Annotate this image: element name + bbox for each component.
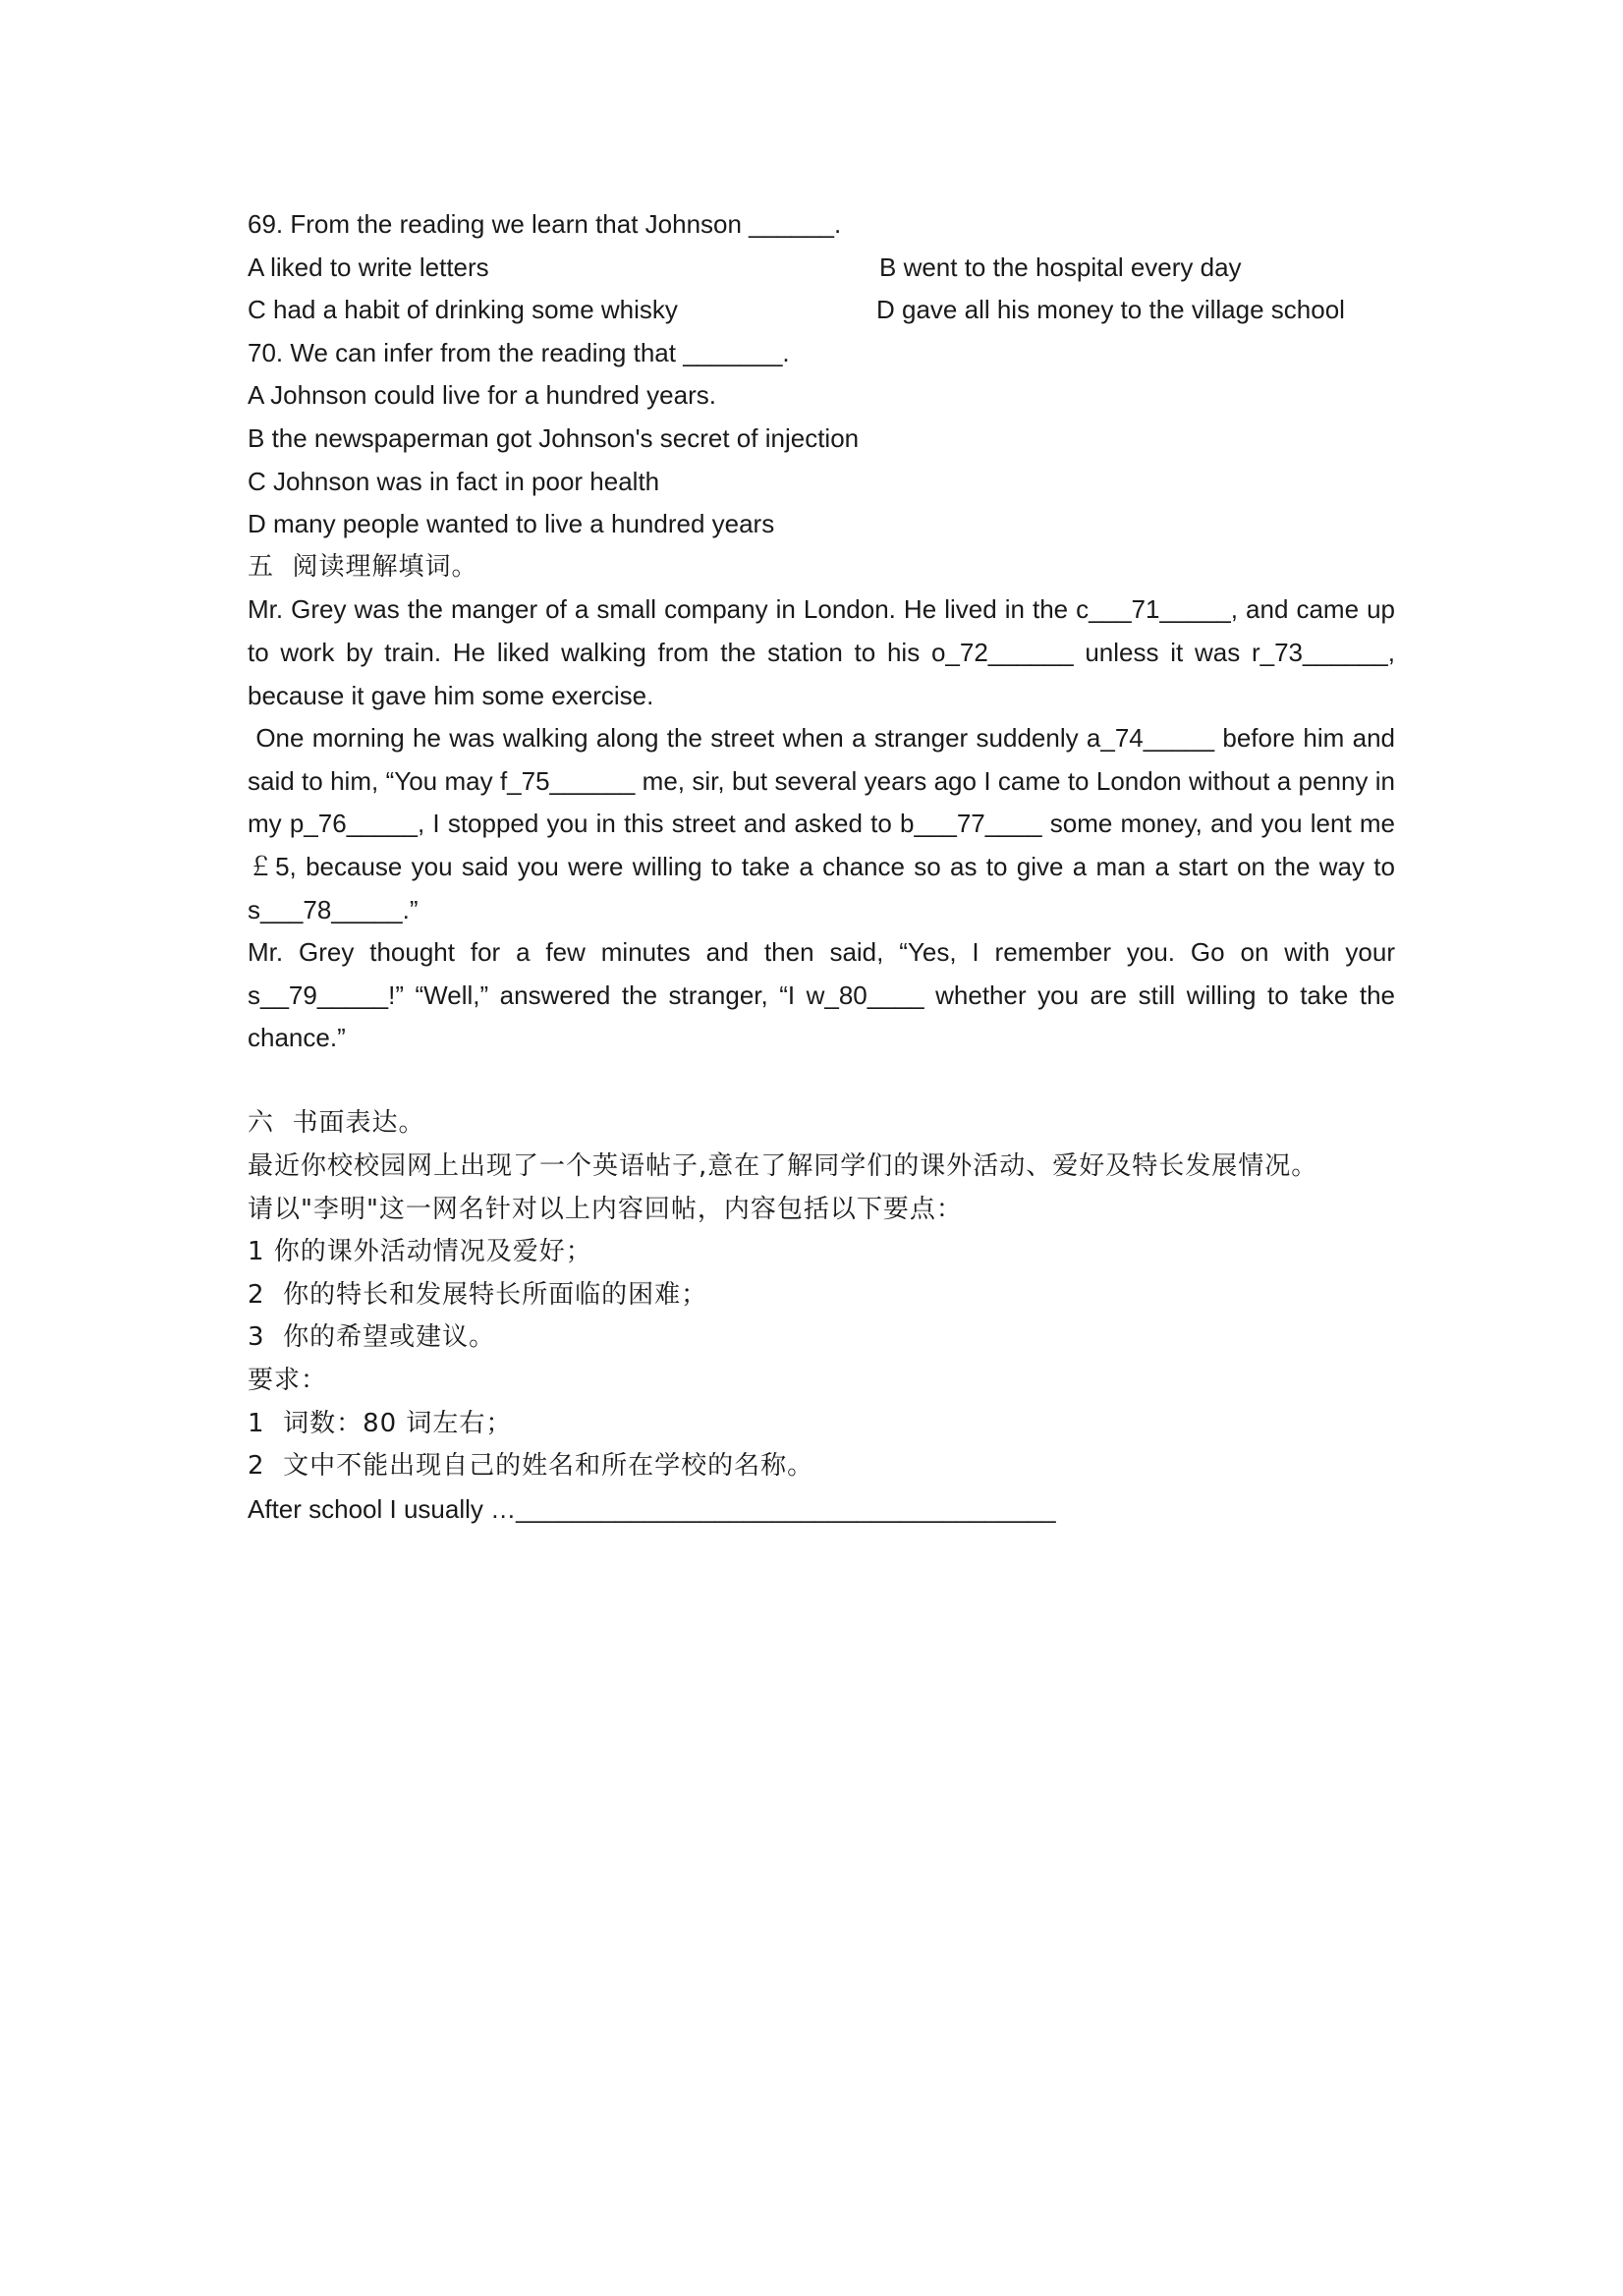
question-69-options-row-2 [248,289,1395,332]
question-70-option-a: A Johnson could live for a hundred years. [248,380,716,411]
section-5-paragraph-1: Mr. Grey was the manger of a small company in London. He lived in the c___71_____, and came up to work by train. He liked walking from the station to his o_72______ unless it was r_73______, because it gave him some exercise. [248,594,1395,710]
question-69-option-c: C had a habit of drinking some whisky [248,295,678,325]
question-70-option-c: C Johnson was in fact in poor health [248,466,660,496]
document-body [248,203,1410,1531]
question-69-option-b: B went to the hospital every day [879,252,1242,282]
section-6-point-3: 3 你的希望或建议。 [248,1322,496,1353]
section-6-point-1: 1 你的课外活动情况及爱好； [248,1237,592,1267]
section-gap [248,1060,1395,1103]
section-5-paragraph-3: Mr. Grey thought for a few minutes and then said, “Yes, I remember you. Go on with your s__79_____!” “Well,” answered the stranger, “I w_80____ whether you are still willing to take the chance.” [248,937,1395,1053]
question-70-stem: 70. We can infer from the reading that _______. [248,337,790,367]
section-6-requirement-1: 1 词数：80 词左右； [248,1408,513,1438]
section-5-heading: 五 阅读理解填词。 [248,551,478,582]
section-6-writing-start-line: After school I usually …______________________________________ [248,1493,1056,1524]
question-69-options-row-1 [248,247,1395,290]
section-6-intro-line-2: 请以"李明"这一网名针对以上内容回帖，内容包括以下要点： [248,1194,963,1224]
section-6-heading: 六 书面表达。 [248,1108,425,1139]
section-6-intro-line-1: 最近你校校园网上出现了一个英语帖子,意在了解同学们的课外活动、爱好及特长发展情况。 [248,1151,1318,1182]
question-69-option-a: A liked to write letters [248,252,489,282]
question-70-option-b: B the newspaperman got Johnson's secret of injection [248,422,860,453]
section-6-point-2: 2 你的特长和发展特长所面临的困难； [248,1279,708,1310]
question-69-stem: 69. From the reading we learn that Johnson ______. [248,209,842,239]
question-70-option-d: D many people wanted to live a hundred years [248,509,775,539]
section-6-requirement-2: 2 文中不能出现自己的姓名和所在学校的名称。 [248,1451,814,1482]
question-69-option-d: D gave all his money to the village school [876,295,1345,325]
section-5-paragraph-2: One morning he was walking along the street when a stranger suddenly a_74_____ before him and said to him, “You may f_75______ me, sir, but several years ago I came to London without a penny in my p_76_____, I stopped you in this street and asked to b___77____ some money, and you lent me ￡5, because you said you were willing to take a chance so as to give a man a start on the way to s___78_____.” [248,723,1410,924]
section-6-requirements-heading: 要求： [248,1366,328,1396]
